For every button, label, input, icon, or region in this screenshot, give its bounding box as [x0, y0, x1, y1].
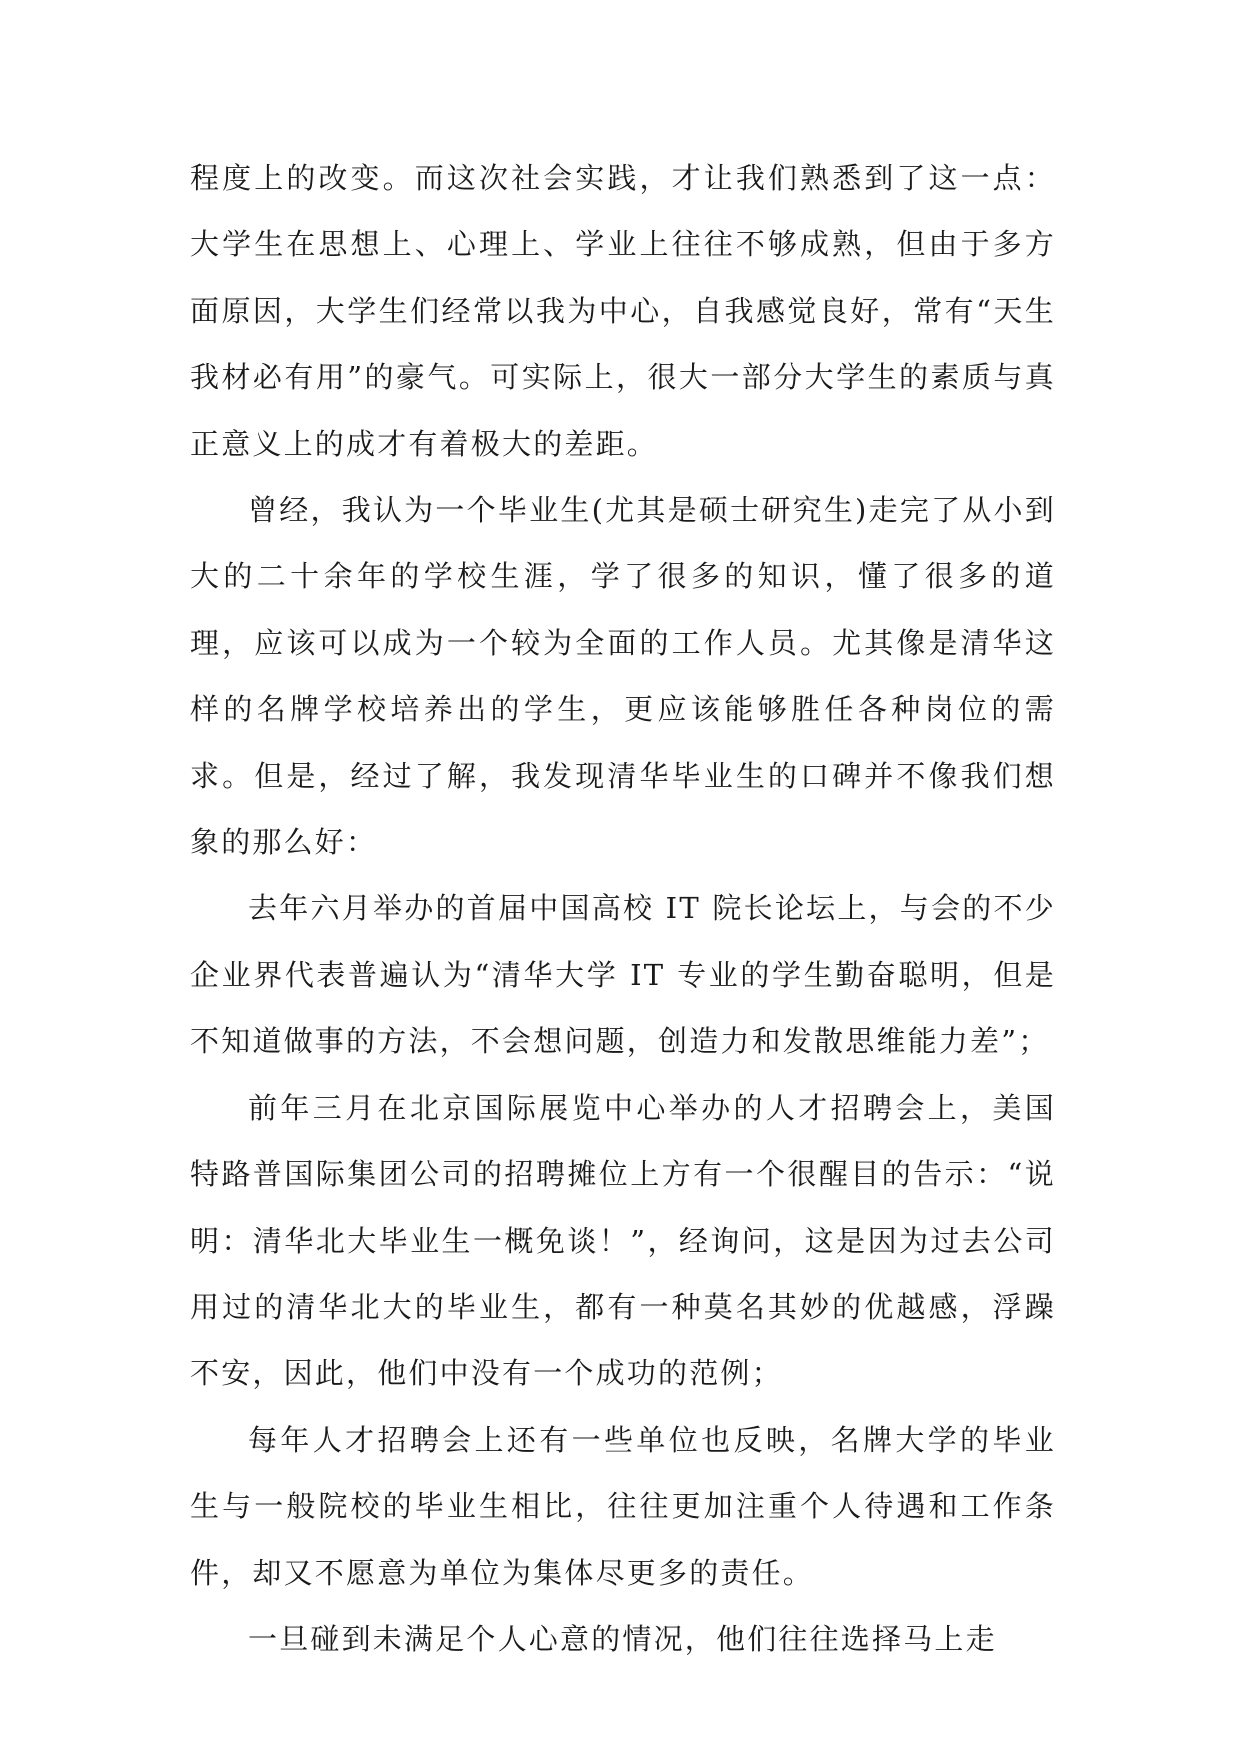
- paragraph-2: 曾经，我认为一个毕业生(尤其是硕士研究生)走完了从小到大的二十余年的学校生涯，学了很多的知识，懂了很多的道理，应该可以成为一个较为全面的工作人员。尤其像是清华这样的名牌学校培养出的学生，更应该能够胜任各种岗位的需求。但是，经过了解，我发现清华毕业生的口碑并不像我们想象的那么好：: [190, 493, 1056, 860]
- paragraph-5: 每年人才招聘会上还有一些单位也反映，名牌大学的毕业生与一般院校的毕业生相比，往往更加注重个人待遇和工作条件，却又不愿意为单位为集体尽更多的责任。: [190, 1422, 1056, 1590]
- paragraph-3: 去年六月举办的首届中国高校 IT 院长论坛上，与会的不少企业界代表普遍认为“清华大学 IT 专业的学生勤奋聪明，但是不知道做事的方法，不会想问题，创造力和发散思维能力差”；: [190, 891, 1056, 1059]
- document-body: [190, 145, 1056, 1672]
- paragraph-1: 程度上的改变。而这次社会实践，才让我们熟悉到了这一点：大学生在思想上、心理上、学业上往往不够成熟，但由于多方面原因，大学生们经常以我为中心，自我感觉良好，常有“天生我材必有用”的豪气。可实际上，很大一部分大学生的素质与真正意义上的成才有着极大的差距。: [190, 161, 1056, 461]
- paragraph-6: 一旦碰到未满足个人心意的情况，他们往往选择马上走: [248, 1621, 997, 1656]
- paragraph-4: 前年三月在北京国际展览中心举办的人才招聘会上，美国特路普国际集团公司的招聘摊位上方有一个很醒目的告示：“说明：清华北大毕业生一概免谈！”，经询问，这是因为过去公司用过的清华北大的毕业生，都有一种莫名其妙的优越感，浮躁不安，因此，他们中没有一个成功的范例；: [190, 1090, 1056, 1391]
